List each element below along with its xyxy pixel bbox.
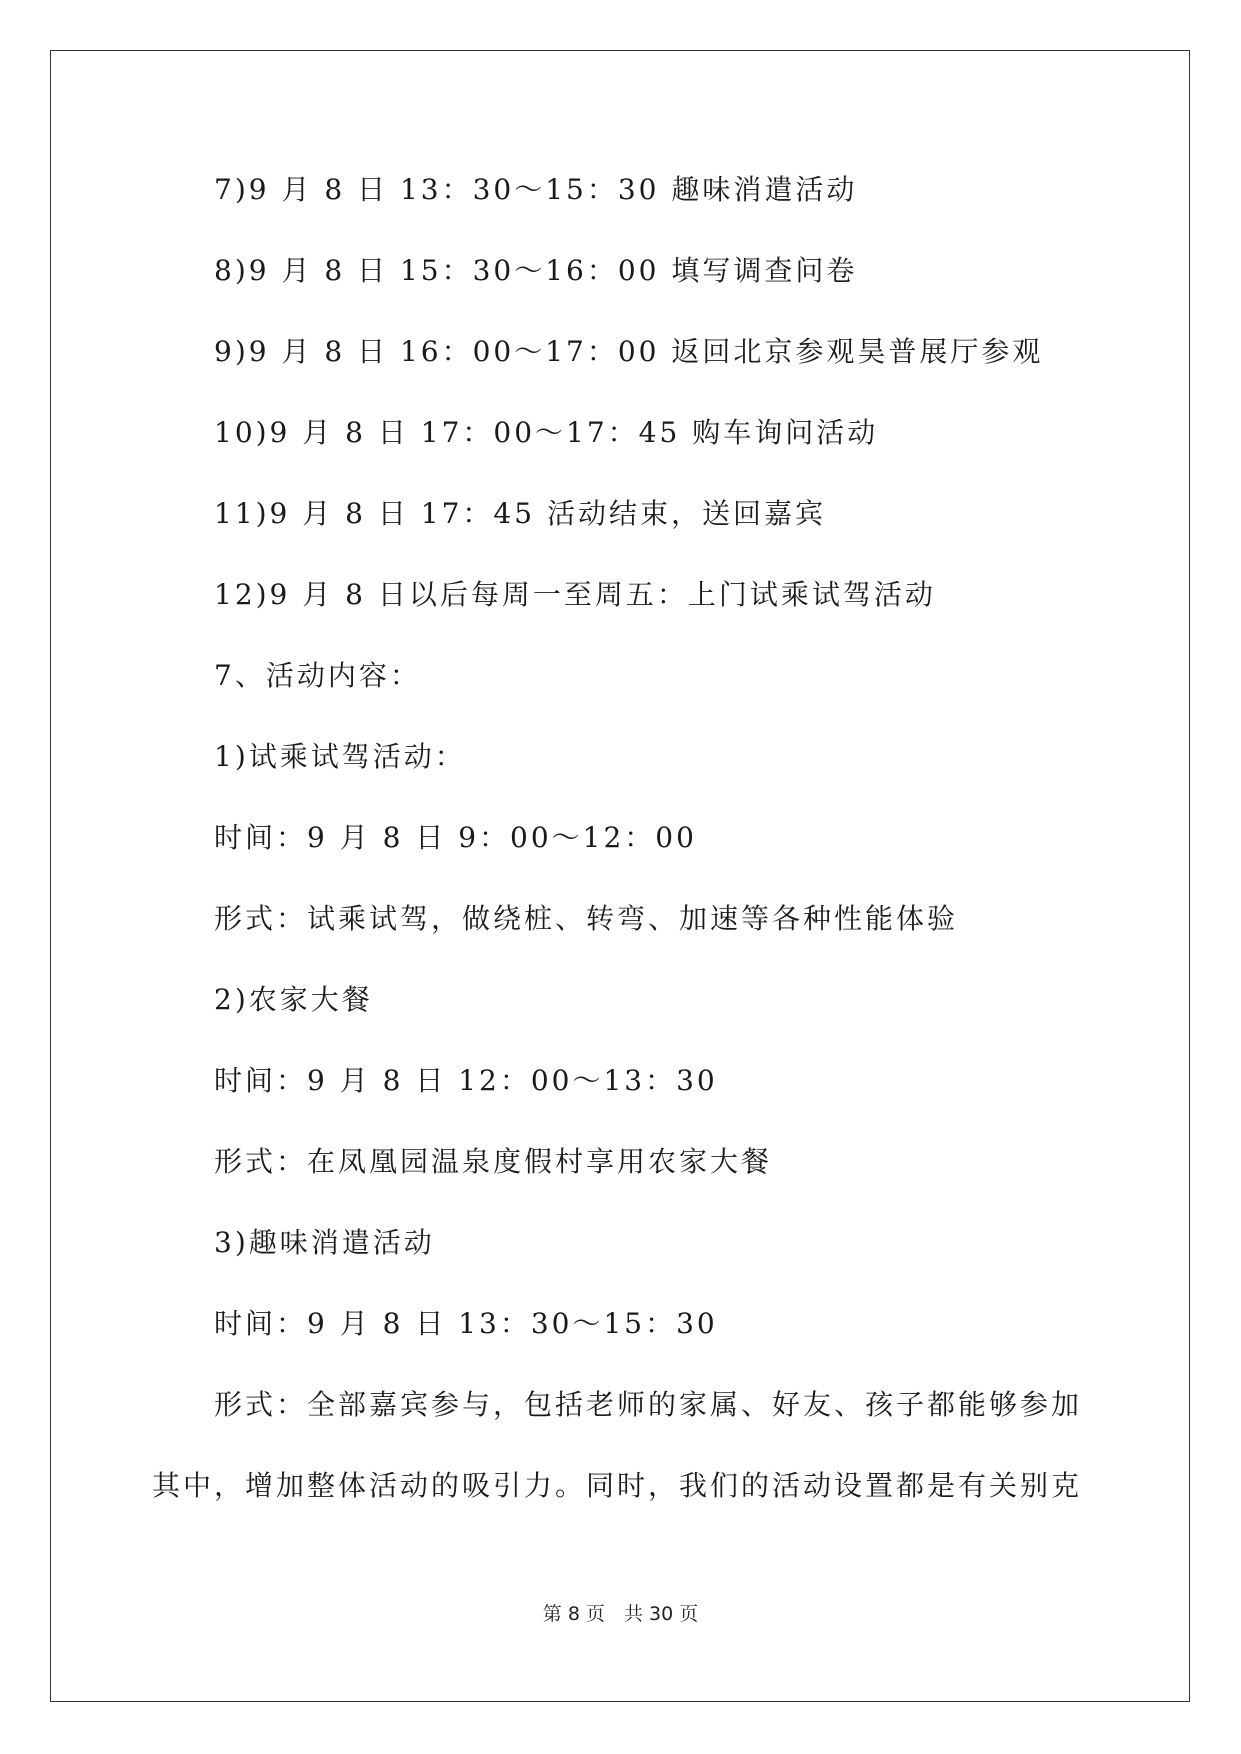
activity-1-time: 时间：9 月 8 日 9：00～12：00 [214,821,697,854]
schedule-line-8: 8)9 月 8 日 15：30～16：00 填写调查问卷 [214,254,858,287]
section-heading: 7、活动内容： [214,659,421,692]
activity-3-form: 形式：全部嘉宾参与，包括老师的家属、好友、孩子都能够参加 [214,1388,1083,1421]
activity-2-form: 形式：在凤凰园温泉度假村享用农家大餐 [214,1145,773,1178]
page-number: 第 8 页 共 30 页 [542,1603,699,1625]
activity-3-form-continued: 其中，增加整体活动的吸引力。同时，我们的活动设置都是有关别克 [152,1469,1083,1502]
activity-1-title: 1)试乘试驾活动： [214,740,466,773]
schedule-line-9: 9)9 月 8 日 16：00～17：00 返回北京参观昊普展厅参观 [214,335,1044,368]
activity-2-title: 2)农家大餐 [214,983,373,1016]
schedule-line-7: 7)9 月 8 日 13：30～15：30 趣味消遣活动 [214,173,858,206]
activity-3-time: 时间：9 月 8 日 13：30～15：30 [214,1307,718,1340]
page-frame [50,50,1190,1702]
activity-1-form: 形式：试乘试驾，做绕桩、转弯、加速等各种性能体验 [214,902,959,935]
activity-2-time: 时间：9 月 8 日 12：00～13：30 [214,1064,718,1097]
schedule-line-11: 11)9 月 8 日 17：45 活动结束，送回嘉宾 [214,497,826,530]
activity-3-title: 3)趣味消遣活动 [214,1226,435,1259]
schedule-line-10: 10)9 月 8 日 17：00～17：45 购车询问活动 [214,416,879,449]
schedule-line-12: 12)9 月 8 日以后每周一至周五：上门试乘试驾活动 [214,578,936,611]
